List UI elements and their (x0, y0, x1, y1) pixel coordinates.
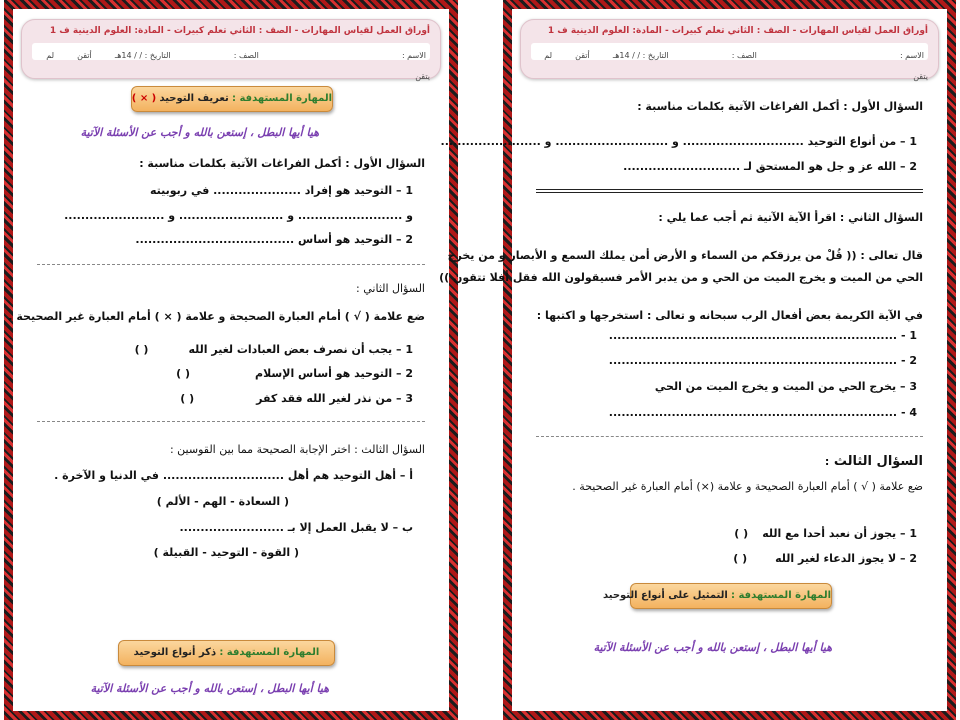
verse-line-1: قال تعالى : (( قُلْ من يرزقكم من السماء و الأرض أمن يملك السمع و الأبصار و من يخرج (447, 249, 923, 262)
not-mastered-label: لم يتقن (46, 51, 430, 81)
q2-title: السؤال الثاني : اقرأ الآية الآتية ثم أجب عما يلي : (658, 211, 923, 224)
skill-mark: ( × ) (131, 93, 157, 104)
worksheet-right (439, 0, 956, 720)
motto: هيا أيها البطل ، إستعن بالله و أجب عن الأسئلة الآتية (593, 641, 832, 654)
q3-title: السؤال الثالث : اختر الإجابة الصحيحة مما بين القوسين : (169, 443, 425, 456)
q2-item-1: 1 – يجب أن نصرف بعض العبادات لغير الله( ) (134, 343, 413, 356)
q2-item-1: 1 - ..................................................................... (608, 329, 917, 342)
date-label: التاريخ : / / 14هـ (612, 51, 669, 60)
mastered-label: أتقن (575, 51, 590, 60)
q3-item-a: أ – أهل التوحيد هم أهل ............................. في الدنيا و الآخرة . (54, 469, 413, 482)
q1-item-2: 2 – التوحيد هو أساس ...................................... (135, 233, 413, 246)
q1-item-1: 1 – التوحيد هو إفراد ..................... في ربوبيته (149, 184, 413, 197)
header-box (21, 19, 441, 79)
divider (536, 436, 923, 437)
q1-item-1: 1 – من أنواع التوحيد ............................. و ........................... و ........................ (440, 135, 917, 148)
q3-item-2: 2 – لا يجوز الدعاء لغير الله( ) (733, 552, 917, 565)
header-name-row (32, 43, 430, 81)
header-name-row (531, 43, 928, 81)
not-mastered-label: لم يتقن (544, 51, 928, 81)
divider (536, 189, 923, 193)
q1-title: السؤال الأول : أكمل الفراغات الآتية بكلمات مناسبة : (139, 157, 425, 170)
skill-box: المهارة المستهدفة : التمثيل على أنواع التوحيد (630, 583, 832, 609)
header-title: أوراق العمل لقياس المهارات - الصف : الثاني تعلم كبيرات - المادة: العلوم الدينية ف 1 (547, 26, 928, 36)
class-label: الصف : (731, 51, 757, 60)
skill-key: المهارة المستهدفة : (232, 93, 332, 104)
name-label: الاسم : (401, 51, 426, 60)
class-label: الصف : (233, 51, 259, 60)
date-label: التاريخ : / / 14هـ (114, 51, 171, 60)
mastered-label: أتقن (77, 51, 92, 60)
q3-instruction: ضع علامة ( √ ) أمام العبارة الصحيحة و علامة (×) أمام العبارة غير الصحيحة . (572, 480, 923, 493)
q2-item-2: 2 - ..................................................................... (608, 354, 917, 367)
q2-instruction: في الآية الكريمة بعض أفعال الرب سبحانه و تعالى : استخرجها و اكتبها : (536, 309, 923, 322)
q2-instruction: ضع علامة ( √ ) أمام العبارة الصحيحة و علامة ( × ) أمام العبارة غير الصحيحة . (8, 310, 425, 323)
motto-bottom: هيا أيها البطل ، إستعن بالله و أجب عن الأسئلة الآتية (90, 682, 329, 695)
header-title: أوراق العمل لقياس المهارات - الصف : الثاني تعلم كبيرات - المادة: العلوم الدينية ف 1 (49, 26, 430, 36)
q1-title: السؤال الأول : أكمل الفراغات الآتية بكلمات مناسبة : (637, 100, 923, 113)
skill-box-top (131, 86, 333, 112)
motto: هيا أيها البطل ، إستعن بالله و أجب عن الأسئلة الآتية (80, 126, 319, 139)
q3-title: السؤال الثالث : (824, 454, 923, 469)
q1-item-2: 2 – الله عز و جل هو المستحق لـ ............................ (623, 160, 917, 173)
verse-line-2: الحي من الميت و يخرج الميت من الحي و من يدبر الأمر فسيقولون الله فقل أفلا تتقون )) (439, 271, 923, 284)
q3-item-1: 1 – يجوز أن نعبد أحدا مع الله( ) (734, 527, 917, 540)
q2-title: السؤال الثاني : (356, 282, 425, 295)
q2-item-3: 3 – يخرج الحي من الميت و يخرج الميت من الحي (654, 380, 917, 393)
header-box (520, 19, 939, 79)
skill-value: تعريف التوحيد (159, 93, 229, 104)
divider (37, 264, 425, 265)
divider (37, 421, 425, 422)
q3-item-b: ب – لا يقبل العمل إلا بـ ......................... (179, 521, 413, 534)
q2-item-2: 2 – التوحيد هو أساس الإسلام( ) (176, 367, 413, 380)
q2-item-3: 3 – من نذر لغير الله فقد كفر( ) (180, 392, 413, 405)
q3-a-options: ( السعادة - الهم - الألم ) (156, 495, 289, 508)
name-label: الاسم : (899, 51, 924, 60)
q2-item-4: 4 - ..................................................................... (608, 406, 917, 419)
q3-b-options: ( القوة - التوحيد - القبيلة ) (153, 546, 299, 559)
worksheet-left (4, 0, 458, 720)
skill-box-bottom: المهارة المستهدفة : ذكر أنواع التوحيد (118, 640, 335, 666)
q1-item-1b: و ......................... و ......................... و ........................ (64, 209, 413, 222)
